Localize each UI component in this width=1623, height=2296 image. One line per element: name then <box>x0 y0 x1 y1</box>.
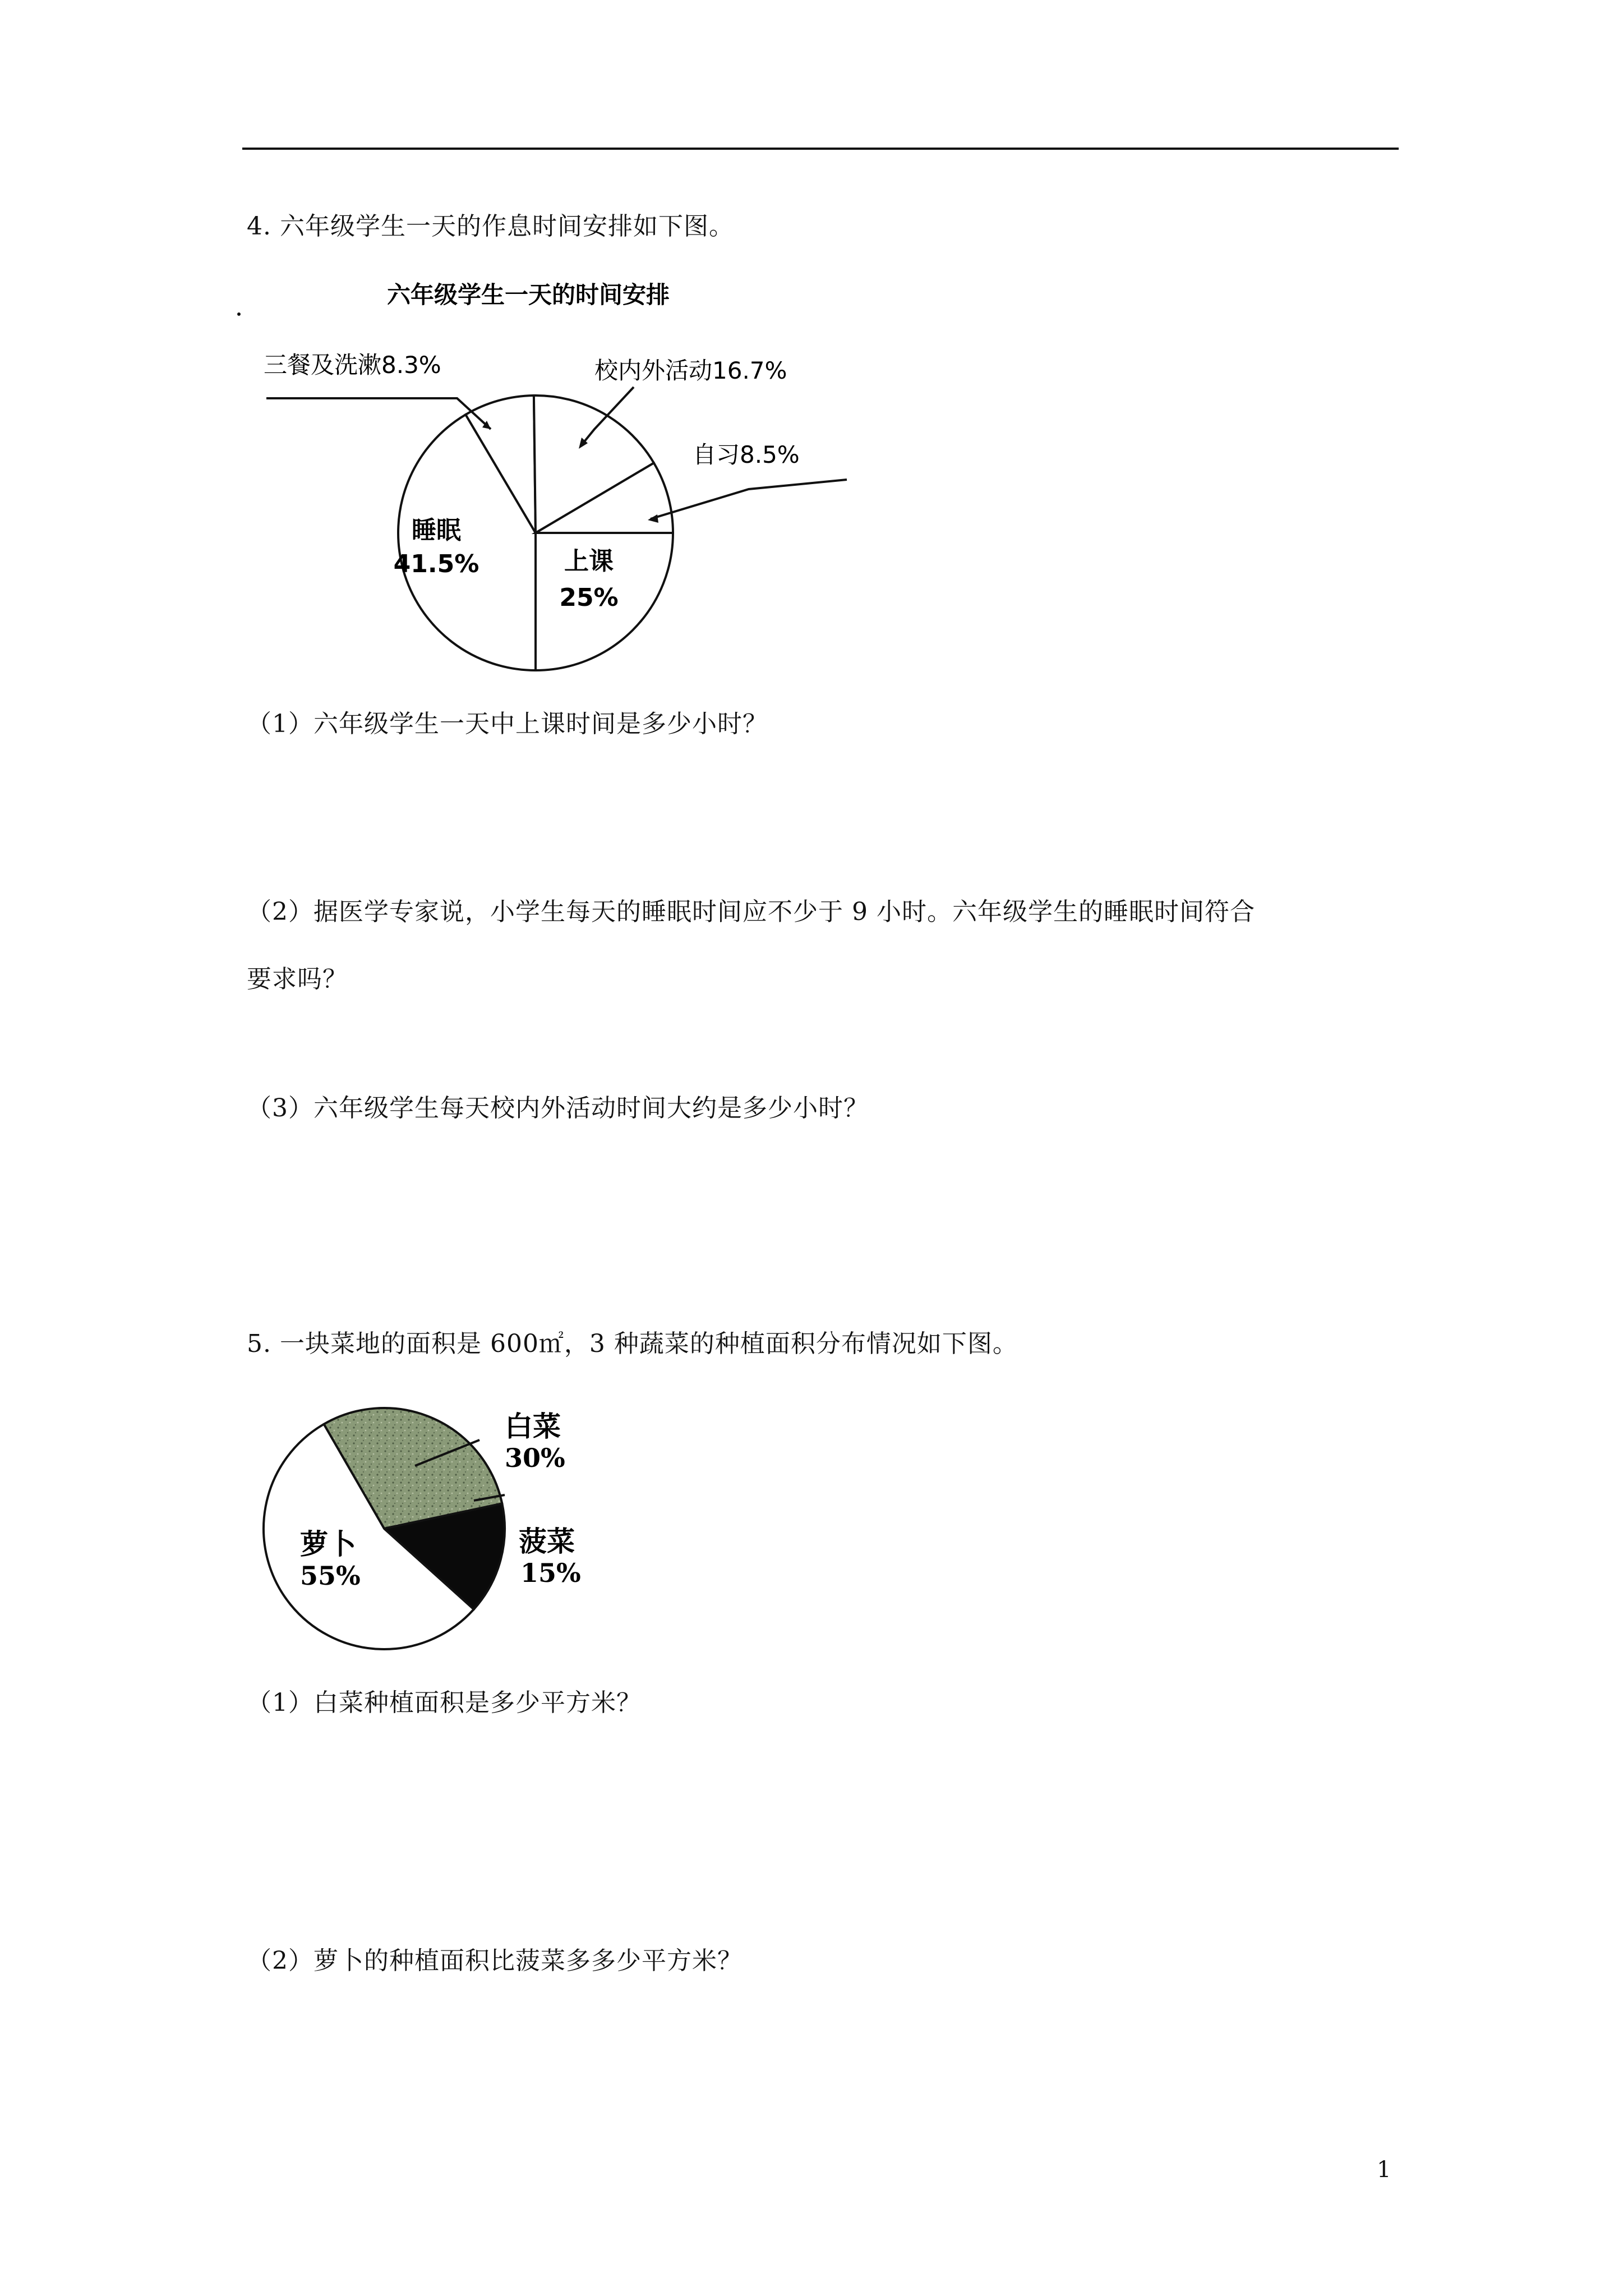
chart1-label-activity-value: 16.7% <box>712 357 787 384</box>
chart1-label-meals-name: 三餐及洗漱 <box>264 351 382 379</box>
chart1-label-class-name: 上课 <box>564 547 614 576</box>
svg-text:自习8.5% <box>693 441 800 468</box>
chart2-label-cabbage-name: 白菜 <box>505 1410 561 1443</box>
chart1-label-activity-name: 校内外活动 <box>594 357 713 384</box>
q4-sub1: （1）六年级学生一天中上课时间是多少小时？ <box>247 710 768 738</box>
chart1-label-class-value: 25% <box>559 583 619 612</box>
q5-stem: 5. 一块菜地的面积是 600㎡，3 种蔬菜的种植面积分布情况如下图。 <box>247 1329 1018 1358</box>
chart2-label-spinach-value: 15% <box>520 1558 581 1588</box>
chart-vegetable-area <box>258 1402 606 1666</box>
chart2-label-cabbage-value: 30% <box>505 1443 565 1473</box>
chart1-label-study-name: 自习 <box>693 441 740 468</box>
svg-text:三餐及洗漱8.3% <box>264 351 441 379</box>
q5-sub1: （1）白菜种植面积是多少平方米？ <box>247 1688 642 1717</box>
chart2-label-radish-value: 55% <box>300 1561 361 1591</box>
chart1-label-meals-value: 8.3% <box>381 351 441 379</box>
svg-text:校内外活动16.7% <box>594 357 787 384</box>
chart1-label-study-value: 8.5% <box>740 441 800 468</box>
q4-sub3: （3）六年级学生每天校内外活动时间大约是多少小时？ <box>247 1094 869 1122</box>
q4-sub2-line2: 要求吗？ <box>247 965 348 993</box>
callout-line-study <box>651 480 847 519</box>
chart1-label-sleep-value: 41.5% <box>393 550 479 578</box>
header-rule <box>242 148 1399 150</box>
chart2-label-spinach-name: 菠菜 <box>519 1525 575 1558</box>
chart1-title: 六年级学生一天的时间安排 <box>387 281 670 309</box>
page-number: 1 <box>1377 2157 1391 2183</box>
q4-stem: 4. 六年级学生一天的作息时间安排如下图。 <box>247 212 734 241</box>
q4-sub2-line1: （2）据医学专家说，小学生每天的睡眠时间应不少于 9 小时。六年级学生的睡眠时间符合 <box>247 898 1255 926</box>
stray-dot <box>237 312 241 316</box>
chart-time-schedule <box>236 269 864 684</box>
q5-sub2: （2）萝卜的种植面积比菠菜多多少平方米？ <box>247 1947 743 1975</box>
chart1-label-sleep-name: 睡眠 <box>412 516 461 545</box>
chart2-label-radish-name: 萝卜 <box>300 1527 356 1561</box>
